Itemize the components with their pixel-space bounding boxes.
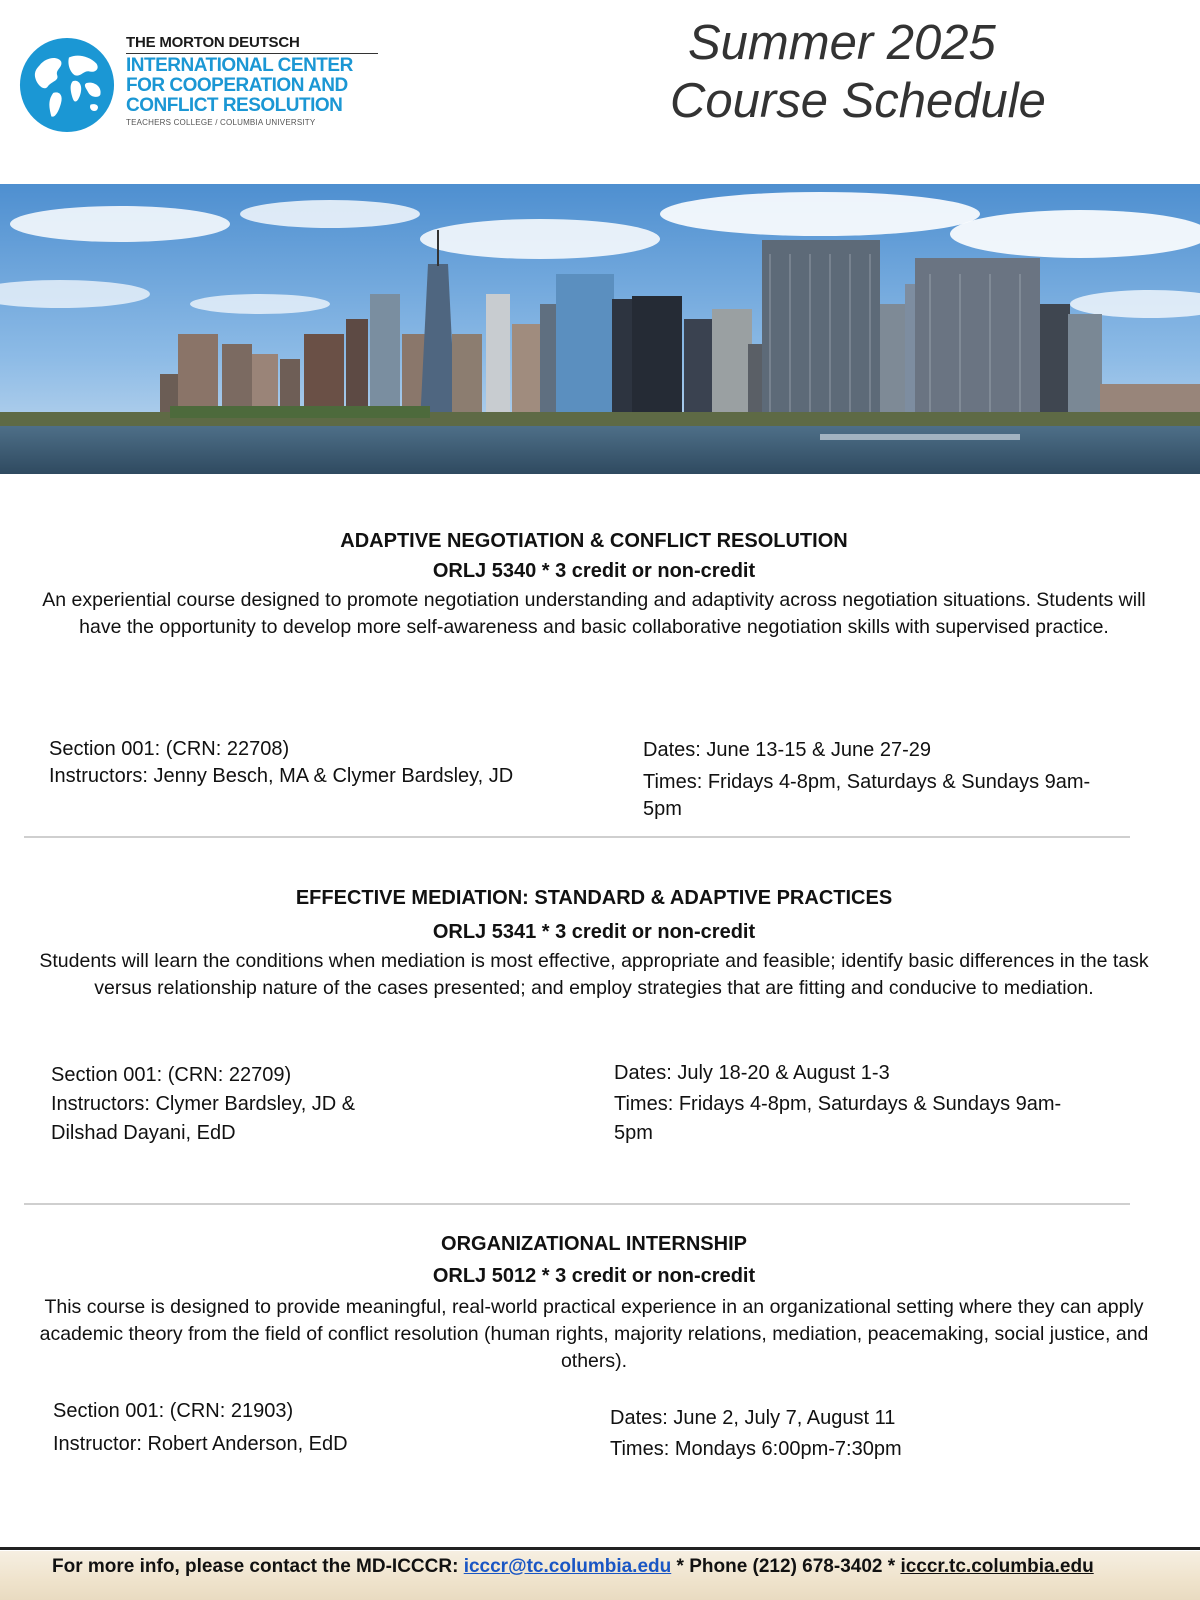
- course-3-instructor: Instructor: Robert Anderson, EdD: [53, 1433, 348, 1455]
- globe-icon: [18, 36, 116, 134]
- course-1-title: ADAPTIVE NEGOTIATION & CONFLICT RESOLUTION: [340, 530, 848, 552]
- logo-subtitle: TEACHERS COLLEGE / COLUMBIA UNIVERSITY: [126, 118, 316, 127]
- course-2-dates: Dates: July 18-20 & August 1-3: [614, 1062, 890, 1084]
- page-title: [670, 14, 1090, 130]
- section-divider: [24, 1203, 1130, 1205]
- course-1-section: Section 001: (CRN: 22708): [49, 738, 290, 760]
- course-3-title: ORGANIZATIONAL INTERNSHIP: [441, 1233, 747, 1255]
- course-3-section: Section 001: (CRN: 21903): [53, 1400, 294, 1422]
- title-line-2: Course Schedule: [670, 74, 1046, 128]
- section-divider: [24, 836, 1130, 838]
- footer-divider: [0, 1547, 1200, 1550]
- course-1-instructors: Instructors: Jenny Besch, MA & Clymer Bardsley, JD: [49, 765, 514, 787]
- course-2-description: Students will learn the conditions when mediation is most effective, appropriate and feasible; identify basic differences in the task versus relationship nature of the cases presented; and employ strategies that are fitting and conducive to mediation.: [39, 950, 1149, 999]
- course-1-code: ORLJ 5340 * 3 credit or non-credit: [432, 560, 756, 582]
- email-link[interactable]: icccr@tc.columbia.edu: [463, 1556, 672, 1577]
- course-1-dates: Dates: June 13-15 & June 27-29: [643, 739, 931, 761]
- logo-line-1: INTERNATIONAL CENTER: [126, 55, 353, 76]
- title-line-1: Summer 2025: [688, 16, 996, 70]
- footer-contact: [52, 1556, 1094, 1578]
- logo-line-3: CONFLICT RESOLUTION: [126, 95, 343, 116]
- center-logo: [18, 34, 378, 134]
- footer-prefix: For more info, please contact the MD-ICCCR:: [52, 1556, 459, 1577]
- course-1-description: An experiential course designed to promote negotiation understanding and adaptivity across negotiation situations. Students will have the opportunity to develop more self-awareness and basic collaborative negotiation skills with supervised practice.: [42, 589, 1146, 638]
- course-2-instructors: Instructors: Clymer Bardsley, JD & Dilshad Dayani, EdD: [51, 1093, 356, 1144]
- course-3-code: ORLJ 5012 * 3 credit or non-credit: [432, 1265, 756, 1287]
- logo-line-2: FOR COOPERATION AND: [126, 75, 348, 96]
- footer-phone: * Phone (212) 678-3402 *: [676, 1556, 896, 1577]
- course-2-code: ORLJ 5341 * 3 credit or non-credit: [432, 921, 756, 943]
- course-2-times: Times: Fridays 4-8pm, Saturdays & Sundays 9am-5pm: [614, 1093, 1062, 1144]
- skyline-photo: [0, 184, 1200, 474]
- website-link[interactable]: icccr.tc.columbia.edu: [900, 1556, 1094, 1577]
- course-2-title: EFFECTIVE MEDIATION: STANDARD & ADAPTIVE PRACTICES: [295, 887, 893, 909]
- course-1-times: Times: Fridays 4-8pm, Saturdays & Sundays 9am-5pm: [643, 771, 1091, 820]
- course-3-dates: Dates: June 2, July 7, August 11: [610, 1407, 896, 1429]
- course-2-section: Section 001: (CRN: 22709): [51, 1064, 292, 1086]
- logo-top-text: THE MORTON DEUTSCH: [126, 34, 378, 54]
- course-3-times: Times: Mondays 6:00pm-7:30pm: [610, 1438, 902, 1460]
- course-3-description: This course is designed to provide meaningful, real-world practical experience in an organizational setting where they can apply academic theory from the field of conflict resolution (human rights, majority relations, mediation, peacemaking, social justice, and others).: [39, 1296, 1149, 1372]
